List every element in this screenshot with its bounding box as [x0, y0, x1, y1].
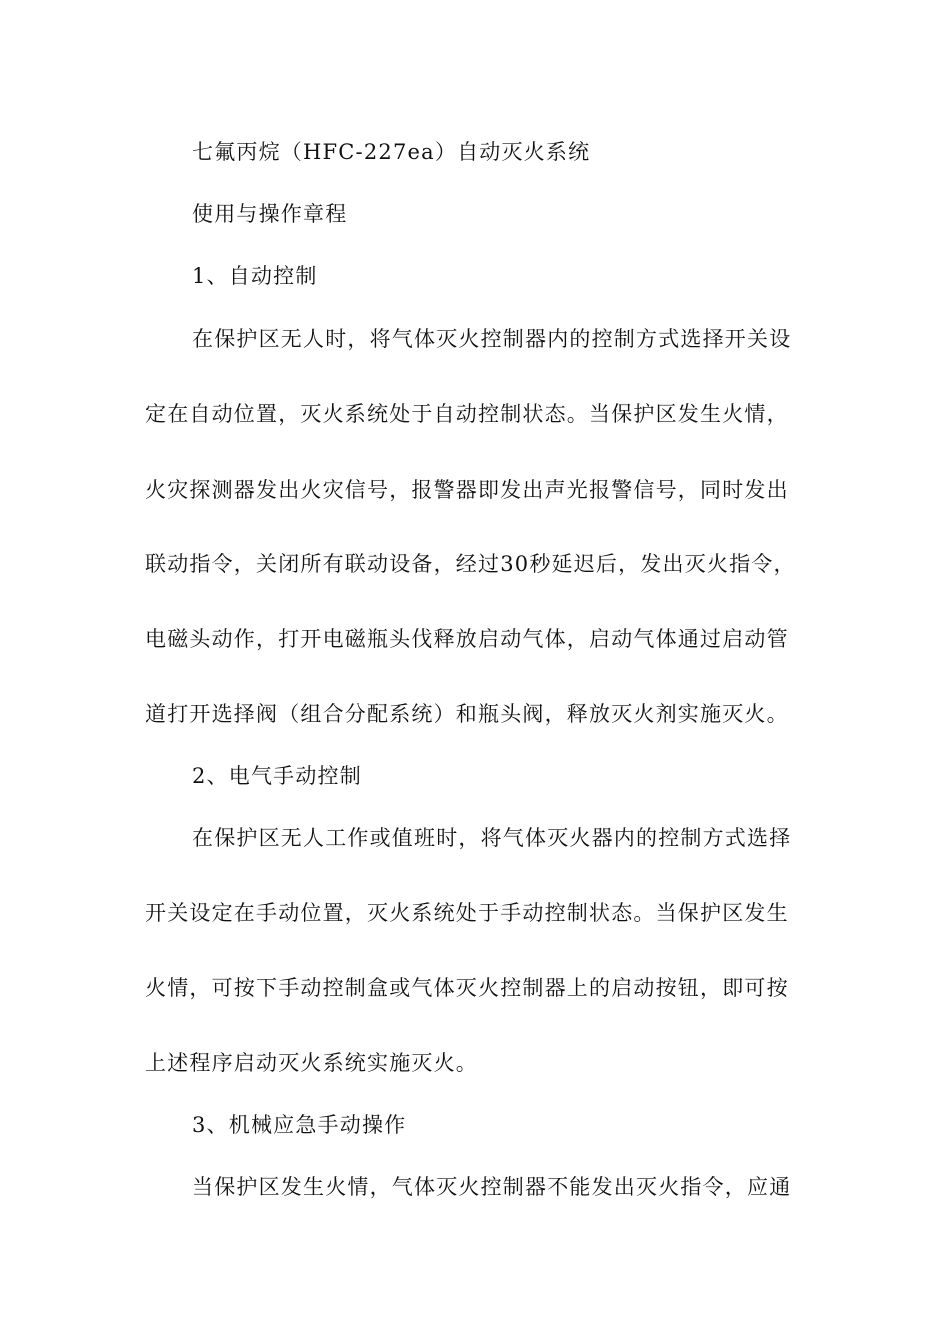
- paragraph-line: 上述程序启动灭火系统实施灭火。: [145, 1051, 478, 1075]
- section-heading-1: 1、自动控制: [192, 264, 318, 288]
- paragraph-line: 道打开选择阀（组合分配系统）和瓶头阀，释放灭火剂实施灭火。: [145, 702, 789, 726]
- paragraph-line: 火灾探测器发出火灾信号，报警器即发出声光报警信号，同时发出: [145, 478, 789, 502]
- document-title: 七氟丙烷（HFC-227ea）自动灭火系统: [192, 140, 591, 164]
- paragraph-line: 定在自动位置，灭火系统处于自动控制状态。当保护区发生火情，: [145, 402, 789, 426]
- paragraph-line: 联动指令，关闭所有联动设备，经过30秒延迟后，发出灭火指令，: [145, 552, 796, 576]
- paragraph-line: 当保护区发生火情，气体灭火控制器不能发出灭火指令，应通: [192, 1175, 792, 1199]
- section-heading-2: 2、电气手动控制: [192, 764, 362, 788]
- paragraph-line: 在保护区无人工作或值班时，将气体灭火器内的控制方式选择: [192, 826, 792, 850]
- paragraph-line: 开关设定在手动位置，灭火系统处于手动控制状态。当保护区发生: [145, 901, 789, 925]
- section-heading-3: 3、机械应急手动操作: [192, 1113, 407, 1137]
- paragraph-line: 在保护区无人时，将气体灭火控制器内的控制方式选择开关设: [192, 327, 792, 351]
- paragraph-line: 火情，可按下手动控制盒或气体灭火控制器上的启动按钮，即可按: [145, 976, 789, 1000]
- document-subtitle: 使用与操作章程: [192, 202, 348, 226]
- paragraph-line: 电磁头动作，打开电磁瓶头伐释放启动气体，启动气体通过启动管: [145, 627, 789, 651]
